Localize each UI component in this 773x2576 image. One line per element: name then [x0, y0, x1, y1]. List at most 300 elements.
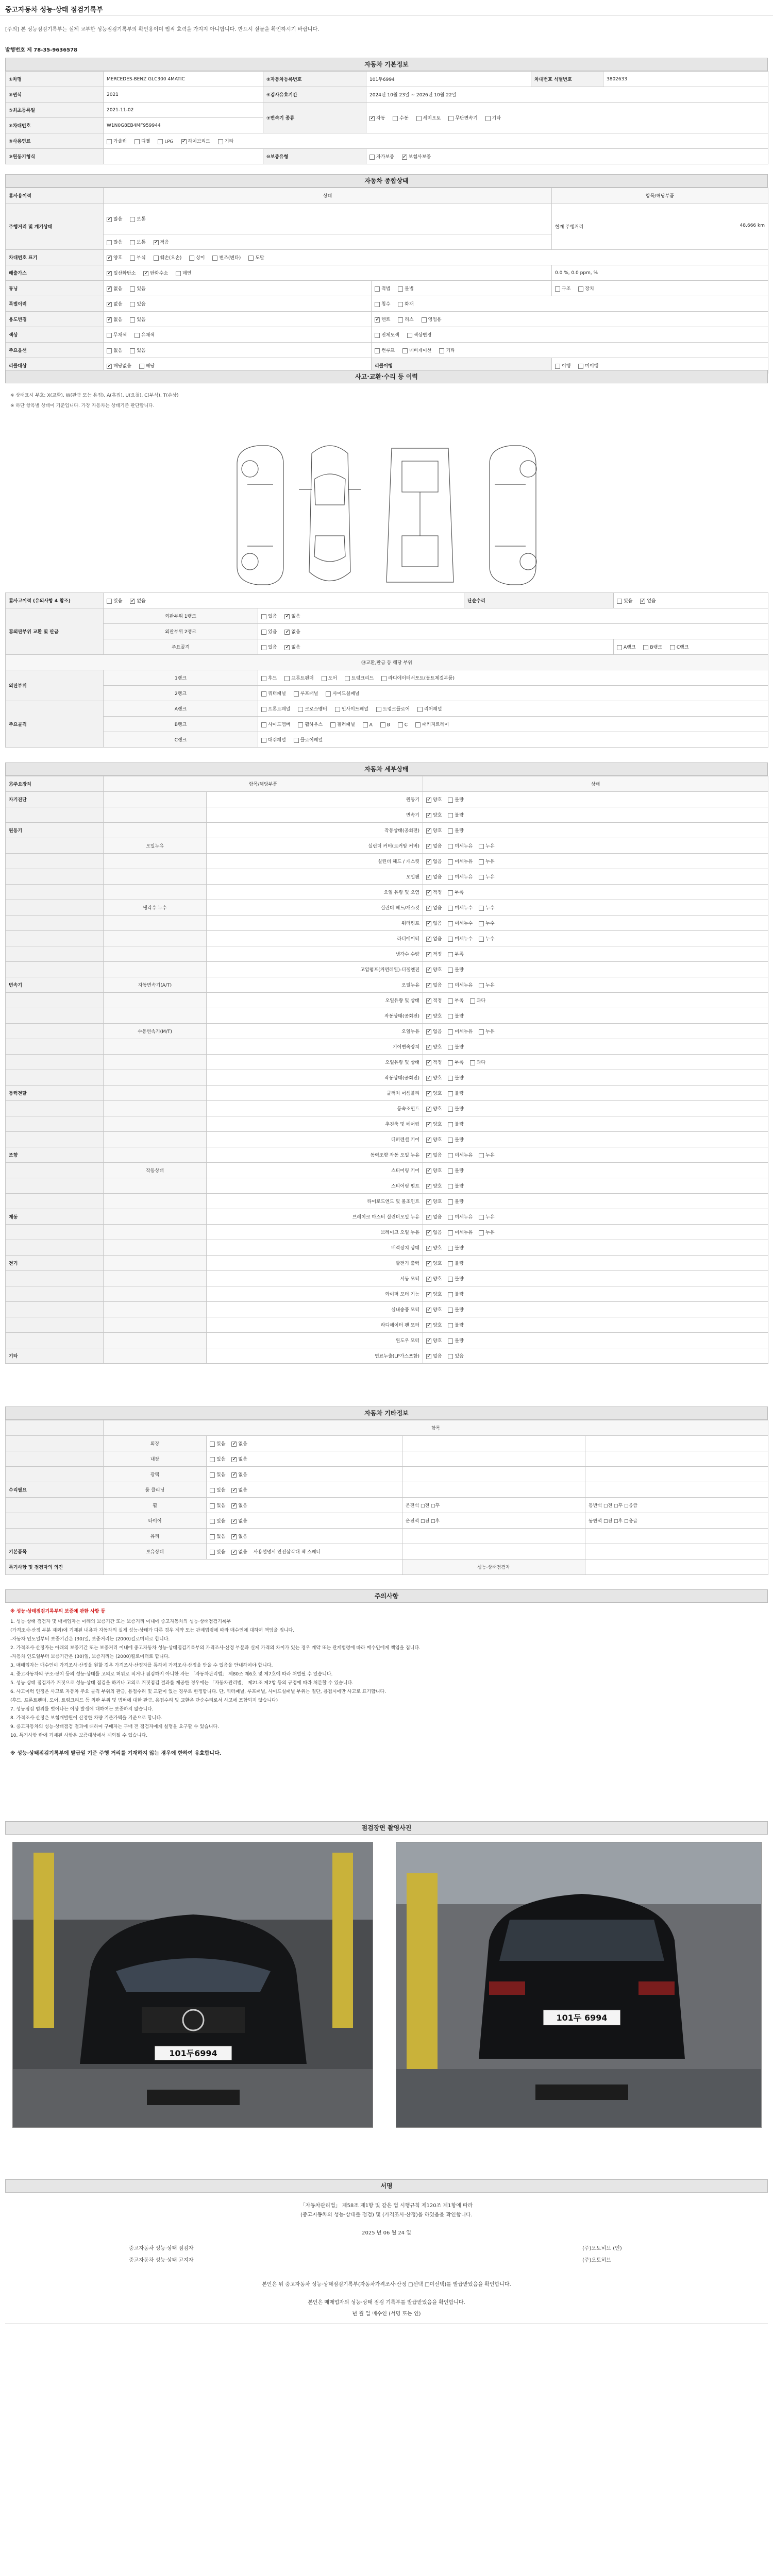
driver-side-state: 운전석 □전 □후: [402, 1513, 585, 1529]
state-option: [231, 1486, 247, 1493]
checkbox[interactable]: [426, 968, 431, 973]
caution-line: 10. 특기사항 란에 기재된 사항은 보증대상에서 제외될 수 있습니다.: [10, 1733, 148, 1738]
option-label: 누유: [485, 1215, 495, 1220]
option-label: 양호: [433, 1045, 442, 1050]
checkbox[interactable]: [143, 271, 148, 276]
checkbox[interactable]: [298, 722, 303, 727]
checkbox[interactable]: [448, 875, 453, 880]
checkbox[interactable]: [107, 286, 112, 292]
checkbox[interactable]: [617, 645, 622, 650]
checkbox[interactable]: [448, 1014, 453, 1019]
option-group: [372, 327, 768, 343]
checkbox[interactable]: [261, 614, 266, 619]
detail-row: [6, 1225, 768, 1240]
other-state: [207, 1436, 402, 1451]
checkbox[interactable]: [448, 1184, 453, 1189]
option-label: 양호: [433, 1014, 442, 1019]
checkbox[interactable]: [426, 1045, 431, 1050]
checkbox[interactable]: [363, 722, 368, 727]
option-label: 기타: [446, 348, 455, 353]
option-label: 무채색: [113, 333, 127, 338]
checkbox[interactable]: [426, 937, 431, 942]
checkbox[interactable]: [448, 1076, 453, 1081]
checkbox[interactable]: [375, 348, 380, 353]
first-registration: 2021-11-02: [104, 103, 263, 118]
checkbox[interactable]: [426, 1153, 431, 1158]
checkbox[interactable]: [422, 317, 427, 323]
checkbox[interactable]: [448, 983, 453, 988]
checkbox[interactable]: [369, 116, 375, 121]
option-label: 없음: [433, 859, 442, 865]
option-label: 프론트패널: [268, 707, 291, 712]
checkbox[interactable]: [426, 906, 431, 911]
state-option: [448, 1182, 463, 1189]
option-label: 부족: [455, 952, 464, 957]
checkbox[interactable]: [426, 1199, 431, 1205]
checkbox[interactable]: [130, 286, 135, 292]
checkbox[interactable]: [426, 1029, 431, 1035]
checkbox[interactable]: [426, 1076, 431, 1081]
detail-group: 기타: [6, 1348, 104, 1364]
other-item-name: 외장: [104, 1436, 207, 1451]
checkbox[interactable]: [231, 1550, 237, 1555]
checkbox[interactable]: [448, 1153, 453, 1158]
checkbox[interactable]: [640, 599, 645, 604]
checkbox[interactable]: [294, 691, 299, 697]
checkbox[interactable]: [617, 599, 622, 604]
checkbox[interactable]: [176, 271, 181, 276]
checkbox[interactable]: [479, 844, 484, 849]
option-label: 누유: [485, 1029, 495, 1035]
detail-state: [423, 885, 768, 900]
checkbox[interactable]: [426, 1122, 431, 1127]
checkbox[interactable]: [261, 630, 266, 635]
detail-state: [423, 1055, 768, 1070]
checkbox[interactable]: [643, 645, 648, 650]
state-option: [448, 811, 463, 818]
checkbox[interactable]: [448, 1215, 453, 1220]
checkbox[interactable]: [426, 1184, 431, 1189]
checkbox[interactable]: [210, 1488, 215, 1493]
checkbox[interactable]: [470, 998, 475, 1004]
sign-statement-1: 「자동차관리법」 제58조 제1항 및 같은 법 시행규칙 제120조 제1항에 따라: [300, 2203, 473, 2209]
detail-state: [423, 1070, 768, 1086]
checkbox[interactable]: [402, 155, 407, 160]
state-option: [448, 1352, 463, 1359]
option-label: 누유: [485, 1230, 495, 1235]
checkbox[interactable]: [154, 240, 159, 245]
checkbox[interactable]: [426, 875, 431, 880]
other-group: [6, 1436, 104, 1451]
detail-group: [6, 962, 104, 977]
state-option: [426, 1275, 442, 1282]
checkbox[interactable]: [448, 1277, 453, 1282]
checker-label: 중고자동차 성능·상태 점검자: [129, 2246, 194, 2251]
option-label: 상이: [196, 256, 205, 261]
checkbox[interactable]: [426, 844, 431, 849]
checkbox[interactable]: [426, 828, 431, 834]
checkbox[interactable]: [448, 890, 453, 895]
checkbox[interactable]: [330, 722, 335, 727]
checkbox[interactable]: [210, 1472, 215, 1478]
option-label: 대쉬패널: [268, 738, 286, 743]
checkbox[interactable]: [284, 676, 290, 681]
checkbox[interactable]: [261, 691, 266, 697]
state-option: [448, 1291, 463, 1297]
basic-label: ⑥차대번호: [6, 118, 104, 133]
checkbox[interactable]: [130, 348, 135, 353]
checkbox[interactable]: [426, 952, 431, 957]
checkbox[interactable]: [479, 1153, 484, 1158]
detail-group: [6, 838, 104, 854]
option-label: 미세누수: [455, 937, 473, 942]
detail-group: [6, 869, 104, 885]
checkbox[interactable]: [479, 906, 484, 911]
checkbox[interactable]: [448, 1338, 453, 1344]
checkbox[interactable]: [218, 139, 223, 144]
detail-state: [423, 1086, 768, 1101]
checkbox[interactable]: [189, 256, 194, 261]
checkbox[interactable]: [107, 217, 112, 222]
detail-group: [6, 931, 104, 946]
option-label: A: [369, 722, 373, 727]
checkbox[interactable]: [294, 738, 299, 743]
option-label: 누수: [485, 921, 495, 926]
detail-state: [423, 854, 768, 869]
parts-list: [258, 732, 768, 748]
checkbox[interactable]: [448, 1246, 453, 1251]
option-label: C랭크: [676, 645, 689, 650]
checkbox[interactable]: [448, 1230, 453, 1235]
checkbox[interactable]: [439, 348, 444, 353]
checkbox[interactable]: [231, 1488, 237, 1493]
checkbox[interactable]: [398, 722, 403, 727]
section-caution-header: 주의사항: [5, 1589, 768, 1603]
checkbox[interactable]: [139, 364, 144, 369]
checkbox[interactable]: [375, 317, 380, 323]
license-plate-text: 101두 6994: [556, 2013, 608, 2023]
checkbox[interactable]: [426, 1292, 431, 1297]
detail-subgroup: [104, 1086, 207, 1101]
checkbox[interactable]: [210, 1503, 215, 1509]
checkbox[interactable]: [407, 333, 412, 338]
checkbox[interactable]: [448, 952, 453, 957]
checkbox[interactable]: [326, 691, 331, 697]
checkbox[interactable]: [284, 645, 290, 650]
checkbox[interactable]: [210, 1550, 215, 1555]
checkbox[interactable]: [448, 1308, 453, 1313]
checkbox[interactable]: [416, 116, 422, 121]
inspection-period: 2024년 10월 23일 ~ 2026년 10월 22일: [366, 87, 768, 103]
checkbox[interactable]: [448, 844, 453, 849]
checkbox[interactable]: [415, 722, 421, 727]
detail-row: [6, 1070, 768, 1086]
checkbox[interactable]: [231, 1503, 237, 1509]
checkbox[interactable]: [212, 256, 217, 261]
detail-row: [6, 900, 768, 916]
checkbox[interactable]: [261, 707, 266, 712]
checkbox[interactable]: [261, 722, 266, 727]
checkbox[interactable]: [393, 116, 398, 121]
checkbox[interactable]: [479, 1230, 484, 1235]
checkbox[interactable]: [135, 139, 140, 144]
checkbox[interactable]: [107, 240, 112, 245]
checkbox[interactable]: [479, 1029, 484, 1035]
checkbox[interactable]: [210, 1442, 215, 1447]
option-label: 있음: [268, 614, 277, 619]
checkbox[interactable]: [426, 813, 431, 818]
checkbox[interactable]: [130, 302, 135, 307]
checkbox[interactable]: [448, 1091, 453, 1096]
detail-subgroup: [104, 1147, 207, 1163]
checkbox[interactable]: [261, 676, 266, 681]
option-label: 있음: [268, 645, 277, 650]
other-group: [6, 1451, 104, 1467]
checkbox[interactable]: [448, 813, 453, 818]
checkbox[interactable]: [130, 317, 135, 323]
checkbox[interactable]: [448, 998, 453, 1004]
option-label: 있음: [268, 630, 277, 635]
checkbox[interactable]: [426, 983, 431, 988]
option-label: 세미오토: [423, 116, 441, 121]
checkbox[interactable]: [479, 875, 484, 880]
checkbox[interactable]: [426, 1060, 431, 1065]
checkbox[interactable]: [231, 1442, 237, 1447]
checkbox[interactable]: [426, 798, 431, 803]
checkbox[interactable]: [448, 828, 453, 834]
checkbox[interactable]: [426, 998, 431, 1004]
passenger-side-state: 동반석 □전 □후 □응급: [585, 1513, 768, 1529]
checkbox[interactable]: [426, 1138, 431, 1143]
checkbox[interactable]: [426, 921, 431, 926]
detail-row: [6, 993, 768, 1008]
section-photos-header: 점검장면 촬영사진: [5, 1821, 768, 1835]
checkbox[interactable]: [448, 798, 453, 803]
checkbox[interactable]: [426, 859, 431, 865]
checkbox[interactable]: [210, 1534, 215, 1539]
checkbox[interactable]: [448, 859, 453, 865]
option-group: [614, 639, 768, 655]
checkbox[interactable]: [417, 707, 423, 712]
option-label: 없음: [433, 1215, 442, 1220]
checkbox[interactable]: [426, 1354, 431, 1359]
checkbox[interactable]: [402, 348, 408, 353]
checkbox[interactable]: [284, 614, 290, 619]
checkbox[interactable]: [248, 256, 254, 261]
checkbox[interactable]: [578, 286, 583, 292]
checkbox[interactable]: [380, 722, 385, 727]
checkbox[interactable]: [130, 240, 135, 245]
checkbox[interactable]: [448, 921, 453, 926]
option-label: 있음: [216, 1442, 226, 1447]
parts-list: [258, 670, 768, 686]
checkbox[interactable]: [448, 937, 453, 942]
state-option: [426, 1167, 442, 1174]
checkbox[interactable]: [555, 286, 560, 292]
option-label: 미세누수: [455, 921, 473, 926]
checkbox[interactable]: [345, 676, 350, 681]
checkbox[interactable]: [375, 333, 380, 338]
option-label: 후드: [268, 676, 277, 681]
checkbox[interactable]: [158, 139, 163, 144]
detail-group: [6, 1271, 104, 1286]
checkbox[interactable]: [426, 1230, 431, 1235]
sub-label: 주요골격: [104, 639, 258, 655]
checkbox[interactable]: [376, 707, 381, 712]
checkbox[interactable]: [448, 968, 453, 973]
detail-state: [423, 1333, 768, 1348]
checkbox[interactable]: [470, 1060, 475, 1065]
checkbox[interactable]: [448, 1138, 453, 1143]
detail-group: [6, 1302, 104, 1317]
checkbox[interactable]: [448, 1354, 453, 1359]
checkbox[interactable]: [448, 1292, 453, 1297]
opinion-label: 특기사항 및 점검자의 의견: [6, 1560, 104, 1575]
checkbox[interactable]: [298, 707, 303, 712]
checkbox[interactable]: [448, 1199, 453, 1205]
checkbox[interactable]: [261, 738, 266, 743]
checkbox[interactable]: [261, 645, 266, 650]
checkbox[interactable]: [107, 348, 112, 353]
option-label: 화재: [405, 302, 414, 307]
checkbox[interactable]: [107, 364, 112, 369]
checkbox[interactable]: [448, 906, 453, 911]
checkbox[interactable]: [107, 256, 112, 261]
checkbox[interactable]: [107, 333, 112, 338]
state-option: [426, 920, 442, 926]
row-label: 차대번호 표기: [6, 250, 104, 265]
checkbox[interactable]: [231, 1457, 237, 1462]
parts-rank: A랭크: [104, 701, 258, 717]
checkbox[interactable]: [426, 1308, 431, 1313]
option-label: 양호: [433, 1199, 442, 1205]
checkbox[interactable]: [448, 116, 453, 121]
option-label: 있음: [216, 1488, 226, 1493]
checkbox[interactable]: [231, 1534, 237, 1539]
checkbox[interactable]: [210, 1457, 215, 1462]
checkbox[interactable]: [335, 707, 340, 712]
section-sign-header: 서명: [5, 2179, 768, 2193]
state-option: [426, 1028, 442, 1035]
checkbox[interactable]: [426, 1091, 431, 1096]
checkbox[interactable]: [154, 256, 159, 261]
checkbox[interactable]: [375, 286, 380, 292]
option-label: 없음: [113, 317, 123, 323]
checkbox[interactable]: [448, 1107, 453, 1112]
checkbox[interactable]: [210, 1519, 215, 1524]
option-label: 많음: [113, 217, 123, 222]
car-front-image: [13, 1842, 373, 2128]
checkbox[interactable]: [426, 1277, 431, 1282]
detail-item: 고압펌프(커먼레일)-디젤엔진: [207, 962, 423, 977]
checkbox[interactable]: [426, 1261, 431, 1266]
checkbox[interactable]: [181, 139, 187, 144]
row-label: 튜닝: [6, 281, 104, 296]
checkbox[interactable]: [107, 599, 112, 604]
checkbox[interactable]: [135, 333, 140, 338]
checkbox[interactable]: [322, 676, 327, 681]
checkbox[interactable]: [448, 1261, 453, 1266]
checkbox[interactable]: [448, 1029, 453, 1035]
other-item-name: 룸 클리닝: [104, 1482, 207, 1498]
checkbox[interactable]: [426, 1338, 431, 1344]
checkbox[interactable]: [381, 676, 386, 681]
checkbox[interactable]: [555, 364, 560, 369]
checkbox[interactable]: [231, 1472, 237, 1478]
checkbox[interactable]: [479, 859, 484, 865]
checkbox[interactable]: [130, 217, 135, 222]
checkbox[interactable]: [426, 1014, 431, 1019]
checkbox[interactable]: [448, 1122, 453, 1127]
state-option: [426, 1151, 442, 1158]
checkbox[interactable]: [426, 1215, 431, 1220]
checkbox[interactable]: [375, 302, 380, 307]
checkbox[interactable]: [130, 256, 135, 261]
checkbox[interactable]: [426, 890, 431, 895]
option-label: 없음: [291, 645, 300, 650]
detail-row: [6, 1209, 768, 1225]
option-group: [372, 296, 768, 312]
checkbox[interactable]: [448, 1323, 453, 1328]
checkbox[interactable]: [398, 302, 403, 307]
checkbox[interactable]: [284, 630, 290, 635]
state-option: [426, 1182, 442, 1189]
option-label: B랭크: [650, 645, 662, 650]
checkbox[interactable]: [426, 1323, 431, 1328]
parts-rank: 2랭크: [104, 686, 258, 701]
section-basic-header: 자동차 기본정보: [5, 58, 768, 71]
state-option: [448, 1167, 463, 1174]
option-label: 양호: [433, 1308, 442, 1313]
checkbox[interactable]: [479, 921, 484, 926]
checkbox[interactable]: [448, 1168, 453, 1174]
state-option: [210, 1502, 225, 1509]
checkbox[interactable]: [670, 645, 675, 650]
checkbox[interactable]: [426, 1107, 431, 1112]
checkbox[interactable]: [448, 1060, 453, 1065]
checkbox[interactable]: [107, 139, 112, 144]
checkbox[interactable]: [369, 155, 375, 160]
checkbox[interactable]: [107, 302, 112, 307]
checkbox[interactable]: [479, 983, 484, 988]
state-option: [448, 951, 463, 957]
checkbox[interactable]: [485, 116, 491, 121]
option-label: 없음: [433, 906, 442, 911]
detail-state: [423, 1024, 768, 1039]
state-option: [426, 1229, 442, 1235]
checkbox[interactable]: [130, 599, 135, 604]
checkbox[interactable]: [479, 937, 484, 942]
detail-subgroup: [104, 1348, 207, 1364]
checkbox[interactable]: [426, 1168, 431, 1174]
checkbox[interactable]: [578, 364, 583, 369]
checkbox[interactable]: [448, 1045, 453, 1050]
option-label: 불량: [455, 1338, 464, 1344]
checkbox[interactable]: [398, 286, 403, 292]
checkbox[interactable]: [231, 1519, 237, 1524]
detail-group: [6, 1070, 104, 1086]
license-plate-text: 101두6994: [169, 2048, 217, 2058]
detail-item: 기어변속장치: [207, 1039, 423, 1055]
state-option: [479, 935, 494, 942]
checkbox[interactable]: [107, 317, 112, 323]
checkbox[interactable]: [426, 1246, 431, 1251]
checkbox[interactable]: [398, 317, 403, 323]
option-label: 인사이드패널: [341, 707, 368, 712]
checkbox[interactable]: [107, 271, 112, 276]
option-label: 누유: [485, 844, 495, 849]
checkbox[interactable]: [479, 1215, 484, 1220]
